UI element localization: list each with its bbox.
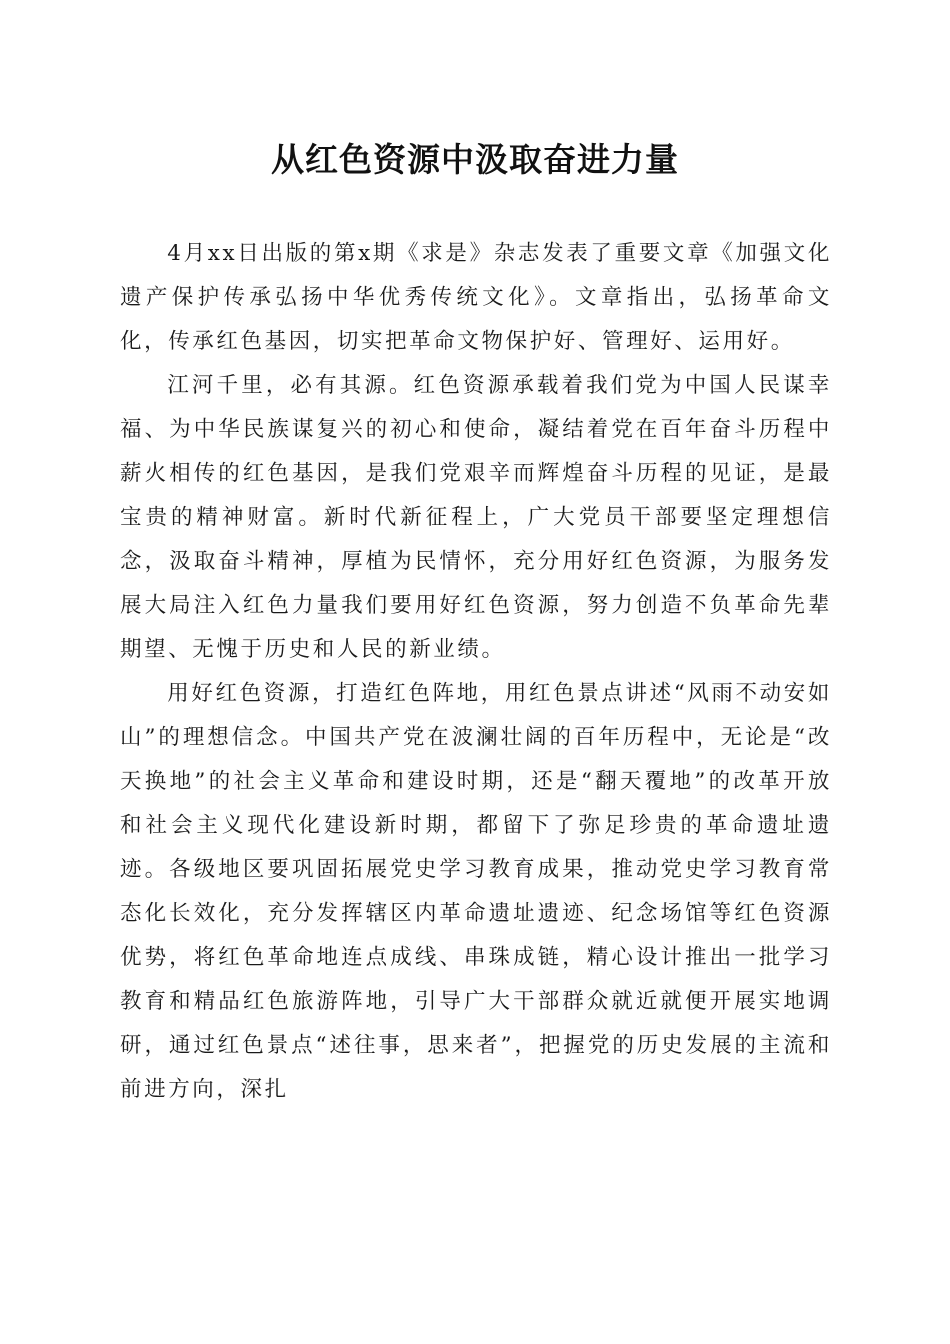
paragraph-1: 4月xx日出版的第x期《求是》杂志发表了重要文章《加强文化遗产保护传承弘扬中华优秀传统文化》。文章指出，弘扬革命文化，传承红色基因，切实把革命文物保护好、管理好、运用好。 [120,241,832,354]
document-title: 从红色资源中汲取奋进力量 [271,140,679,179]
paragraph-2: 江河千里，必有其源。红色资源承载着我们党为中国人民谋幸福、为中华民族谋复兴的初心和使命，凝结着党在百年奋斗历程中薪火相传的红色基因，是我们党艰辛而辉煌奋斗历程的见证，是最宝贵的精神财富。新时代新征程上，广大党员干部要坚定理想信念，汲取奋斗精神，厚植为民情怀，充分用好红色资源，为服务发展大局注入红色力量我们要用好红色资源，努力创造不负革命先辈期望、无愧于历史和人民的新业绩。 [120,373,832,662]
paragraph-3: 用好红色资源，打造红色阵地，用红色景点讲述“风雨不动安如山”的理想信念。中国共产党在波澜壮阔的百年历程中，无论是“改天换地”的社会主义革命和建设时期，还是“翻天覆地”的改革开放和社会主义现代化建设新时期，都留下了弥足珍贵的革命遗址遗迹。各级地区要巩固拓展党史学习教育成果，推动党史学习教育常态化长效化，充分发挥辖区内革命遗址遗迹、纪念场馆等红色资源优势，将红色革命地连点成线、串珠成链，精心设计推出一批学习教育和精品红色旅游阵地，引导广大干部群众就近就便开展实地调研，通过红色景点“述往事，思来者”，把握党的历史发展的主流和前进方向，深扎 [120,681,832,1102]
document-body [120,232,832,1112]
